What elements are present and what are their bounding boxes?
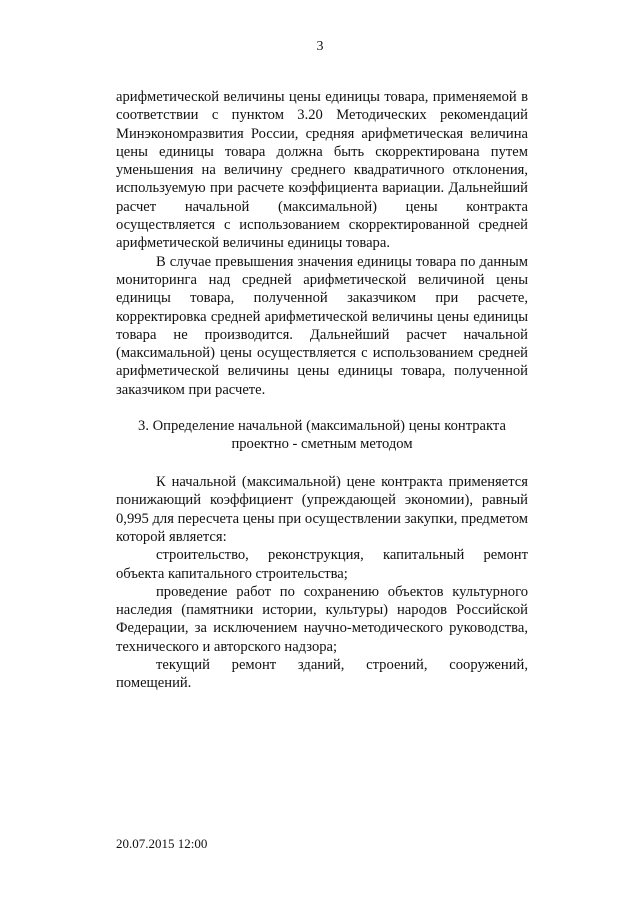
list-item-cultural-heritage: проведение работ по сохранению объектов культурного наследия (памятники истории, культуры) народов Российской Федерации, за исключением научно-методического руководства, технического и авторского надзора; [116, 583, 528, 655]
section-heading-line-2: проектно - сметным методом [231, 436, 413, 453]
footer-timestamp: 20.07.2015 12:00 [116, 836, 208, 851]
page-number: 3 [316, 39, 324, 54]
paragraph-continuation: арифметической величины цены единицы товара, применяемой в соответствии с пунктом 3.20 Методических рекомендаций Минэкономразвития России, средняя арифметическая величина цены единицы товара должна быть скорректирована путем уменьшения на величину среднего квадратичного отклонения, используемую при расчете коэффициента вариации. Дальнейший расчет начальной (максимальной) цены контракта осуществляется с использованием скорректированной средней арифметической величины единицы товара. [116, 89, 528, 252]
section-heading-line-1: 3. Определение начальной (максимальной) цены контракта [138, 418, 506, 435]
paragraph-monitoring-excess: В случае превышения значения единицы товара по данным мониторинга над средней арифметической величиной цены единицы товара, полученной заказчиком при расчете, корректировка средней арифметической величины цены единицы товара не производится. Дальнейший расчет начальной (максимальной) цены осуществляется с использованием средней арифметической величины цены единицы товара, полученной заказчиком при расчете. [116, 253, 528, 398]
section-heading [116, 417, 528, 453]
list-item-current-repair: текущий ремонт зданий, строений, сооружений, помещений. [116, 657, 528, 692]
list-item-construction: строительство, реконструкция, капитальный ремонт объекта капитального строительства; [116, 547, 528, 582]
document-body [116, 88, 528, 693]
paragraph-reduction-coefficient: К начальной (максимальной) цене контракта применяется понижающий коэффициент (упреждающей экономии), равный 0,995 для пересчета цены при осуществлении закупки, предметом которой является: [116, 474, 528, 545]
